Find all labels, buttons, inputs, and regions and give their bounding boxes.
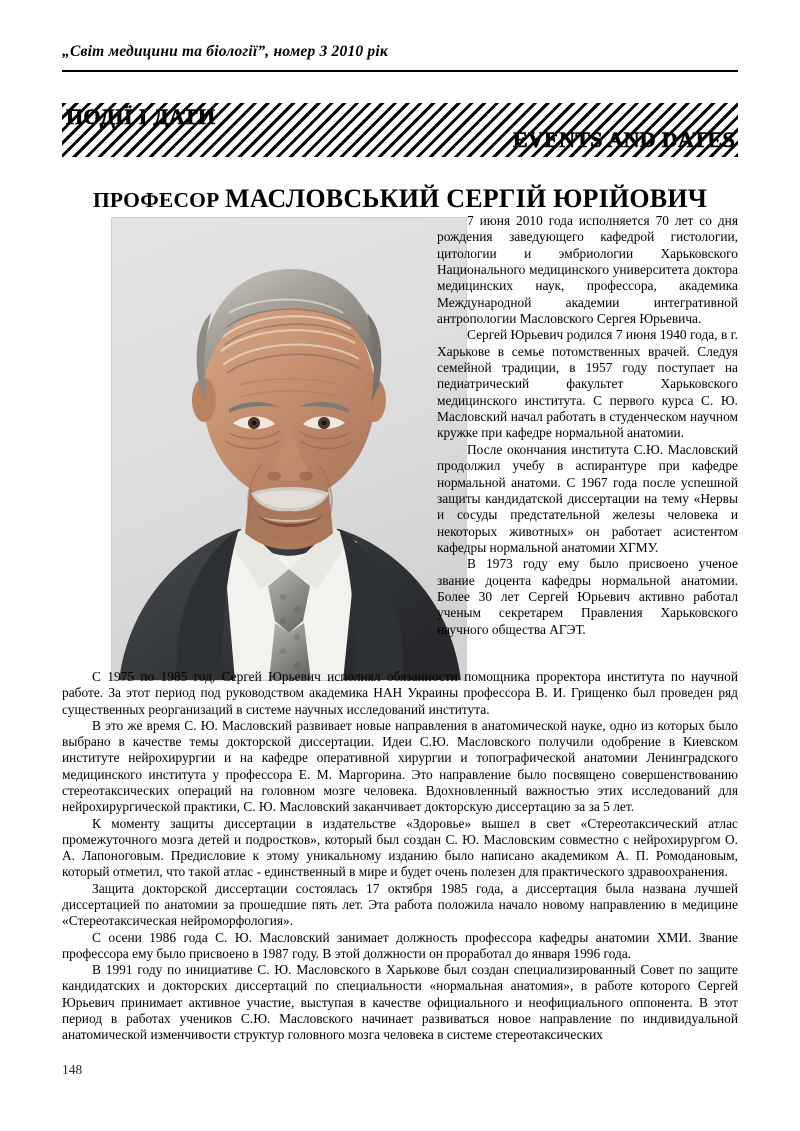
intro-paragraph: Сергей Юрьевич родился 7 июня 1940 года, в г. Харькове в семье потомственных врачей. Следуя семейной традиции, в 1957 году поступает на педиатрический факультет Харьковского медицинского института. С первого курса С. Ю. Масловский начал работать в студенческом научном кружке при кафедре нормальной анатомии. [437, 327, 738, 441]
section-banner-label-ukrainian: ПОДІЇ І ДАТИ [66, 104, 216, 129]
article-title [62, 185, 738, 212]
intro-paragraph: 7 июня 2010 года исполняется 70 лет со дня рождения заведующего кафедрой гистологии, цитологии и эмбриологии Харьковского Национального медицинского университета доктора медицинских наук, профессора, академика Международной академии интегративной антропологии Масловского Сергея Юрьевича. [437, 213, 738, 327]
portrait-illustration [111, 217, 467, 681]
intro-paragraph: После окончания института С.Ю. Масловский продолжил учебу в аспирантуре при кафедре нормальной анатоми. С 1967 года после успешной защиты кандидатской диссертации на тему «Нервы и сосуды предстательной железы человека и некоторых животных» он работает асистентом кафедры нормальной анатомии ХГМУ. [437, 441, 738, 555]
header-divider [62, 70, 738, 72]
body-paragraph: В это же время С. Ю. Масловский развивает новые направления в анатомической науке, одно из которых было выбрано в качестве темы докторской диссертации. Идеи С.Ю. Масловского получили одобрение в Киевском институте нейрохирургии и на кафедре оперативной хирургии и топографической анатомии Ленинградского медицинского института у профессора Е. М. Маргорина. Это направление было посвящено совершенствованию стереотаксических операций на головном мозге человека. Вдохновленный важностью этих исследований для нейрохирургической практики, С. Ю. Масловский заканчивает докторскую диссертацию за за 5 лет. [62, 717, 738, 815]
portrait-photo [111, 217, 467, 681]
body-paragraph: В 1991 году по инициативе С. Ю. Масловского в Харькове был создан специализированный Совет по защите кандидатских и докторских диссертаций по специальности «нормальная анатомия», в работе которого Сергей Юрьевич принимает активное участие, выступая в качестве официального и неофициального оппонента. В этот период в работах учеников С.Ю. Масловского начинает развиваться новое направление по индивидуальной анатомической изменчивости структур головного мозга человека в системе стереотаксических [62, 962, 738, 1043]
article-title-prefix: ПРОФЕСОР [92, 188, 226, 213]
body-paragraph: С осени 1986 года С. Ю. Масловский занимает должность профессора кафедры анатомии ХМИ. Звание профессора ему было присвоено в 1987 году. В этой должности он проработал до января 1996 года. [62, 929, 738, 961]
body-paragraph: С 1975 по 1985 год, Сергей Юрьевич исполнял обязанности помощника проректора института по научной работе. За этот период под руководством академика НАН Украины профессора В. И. Грищенко был проведен ряд существенных реорганизаций в системе научных исследований института. [62, 669, 738, 717]
body-paragraph: Защита докторской диссертации состоялась 17 октября 1985 года, а диссертация была названа лучшей диссертацией по анатомии за прошедшие пять лет. Эта работа положила начало новому направлению в медицине «Стереотаксическая нейроморфология». [62, 880, 738, 929]
page-number: 148 [62, 1062, 83, 1077]
section-banner [62, 103, 738, 157]
article-title-name: МАСЛОВСЬКИЙ СЕРГІЙ ЮРІЙОВИЧ [225, 184, 708, 214]
body-paragraph: К моменту защиты диссертации в издательстве «Здоровье» вышел в свет «Стереотаксический атлас промежуточного мозга детей и подростков», который был создан С. Ю. Масловским совместно с нейрохирургом О. А. Лапоноговым. Предисловие к этому уникальному изданию было написано академиком А. П. Ромодановым, который отметил, что такой атлас - единственный в мире и будет очень полезен для практического здравоохранения. [62, 815, 738, 880]
body-text [62, 669, 738, 1043]
running-head: „Світ медицини та біології”, номер 3 2010 рік [62, 43, 388, 60]
intro-paragraph: В 1973 году ему было присвоено ученое звание доцента кафедры нормальной анатомии. Более 30 лет Сергей Юрьевич активно работал ученым секретарем Правления Харьковского научного общества АГЭТ. [437, 556, 738, 637]
intro-column [437, 213, 738, 638]
section-banner-label-english: EVENTS AND DATES [512, 127, 735, 152]
